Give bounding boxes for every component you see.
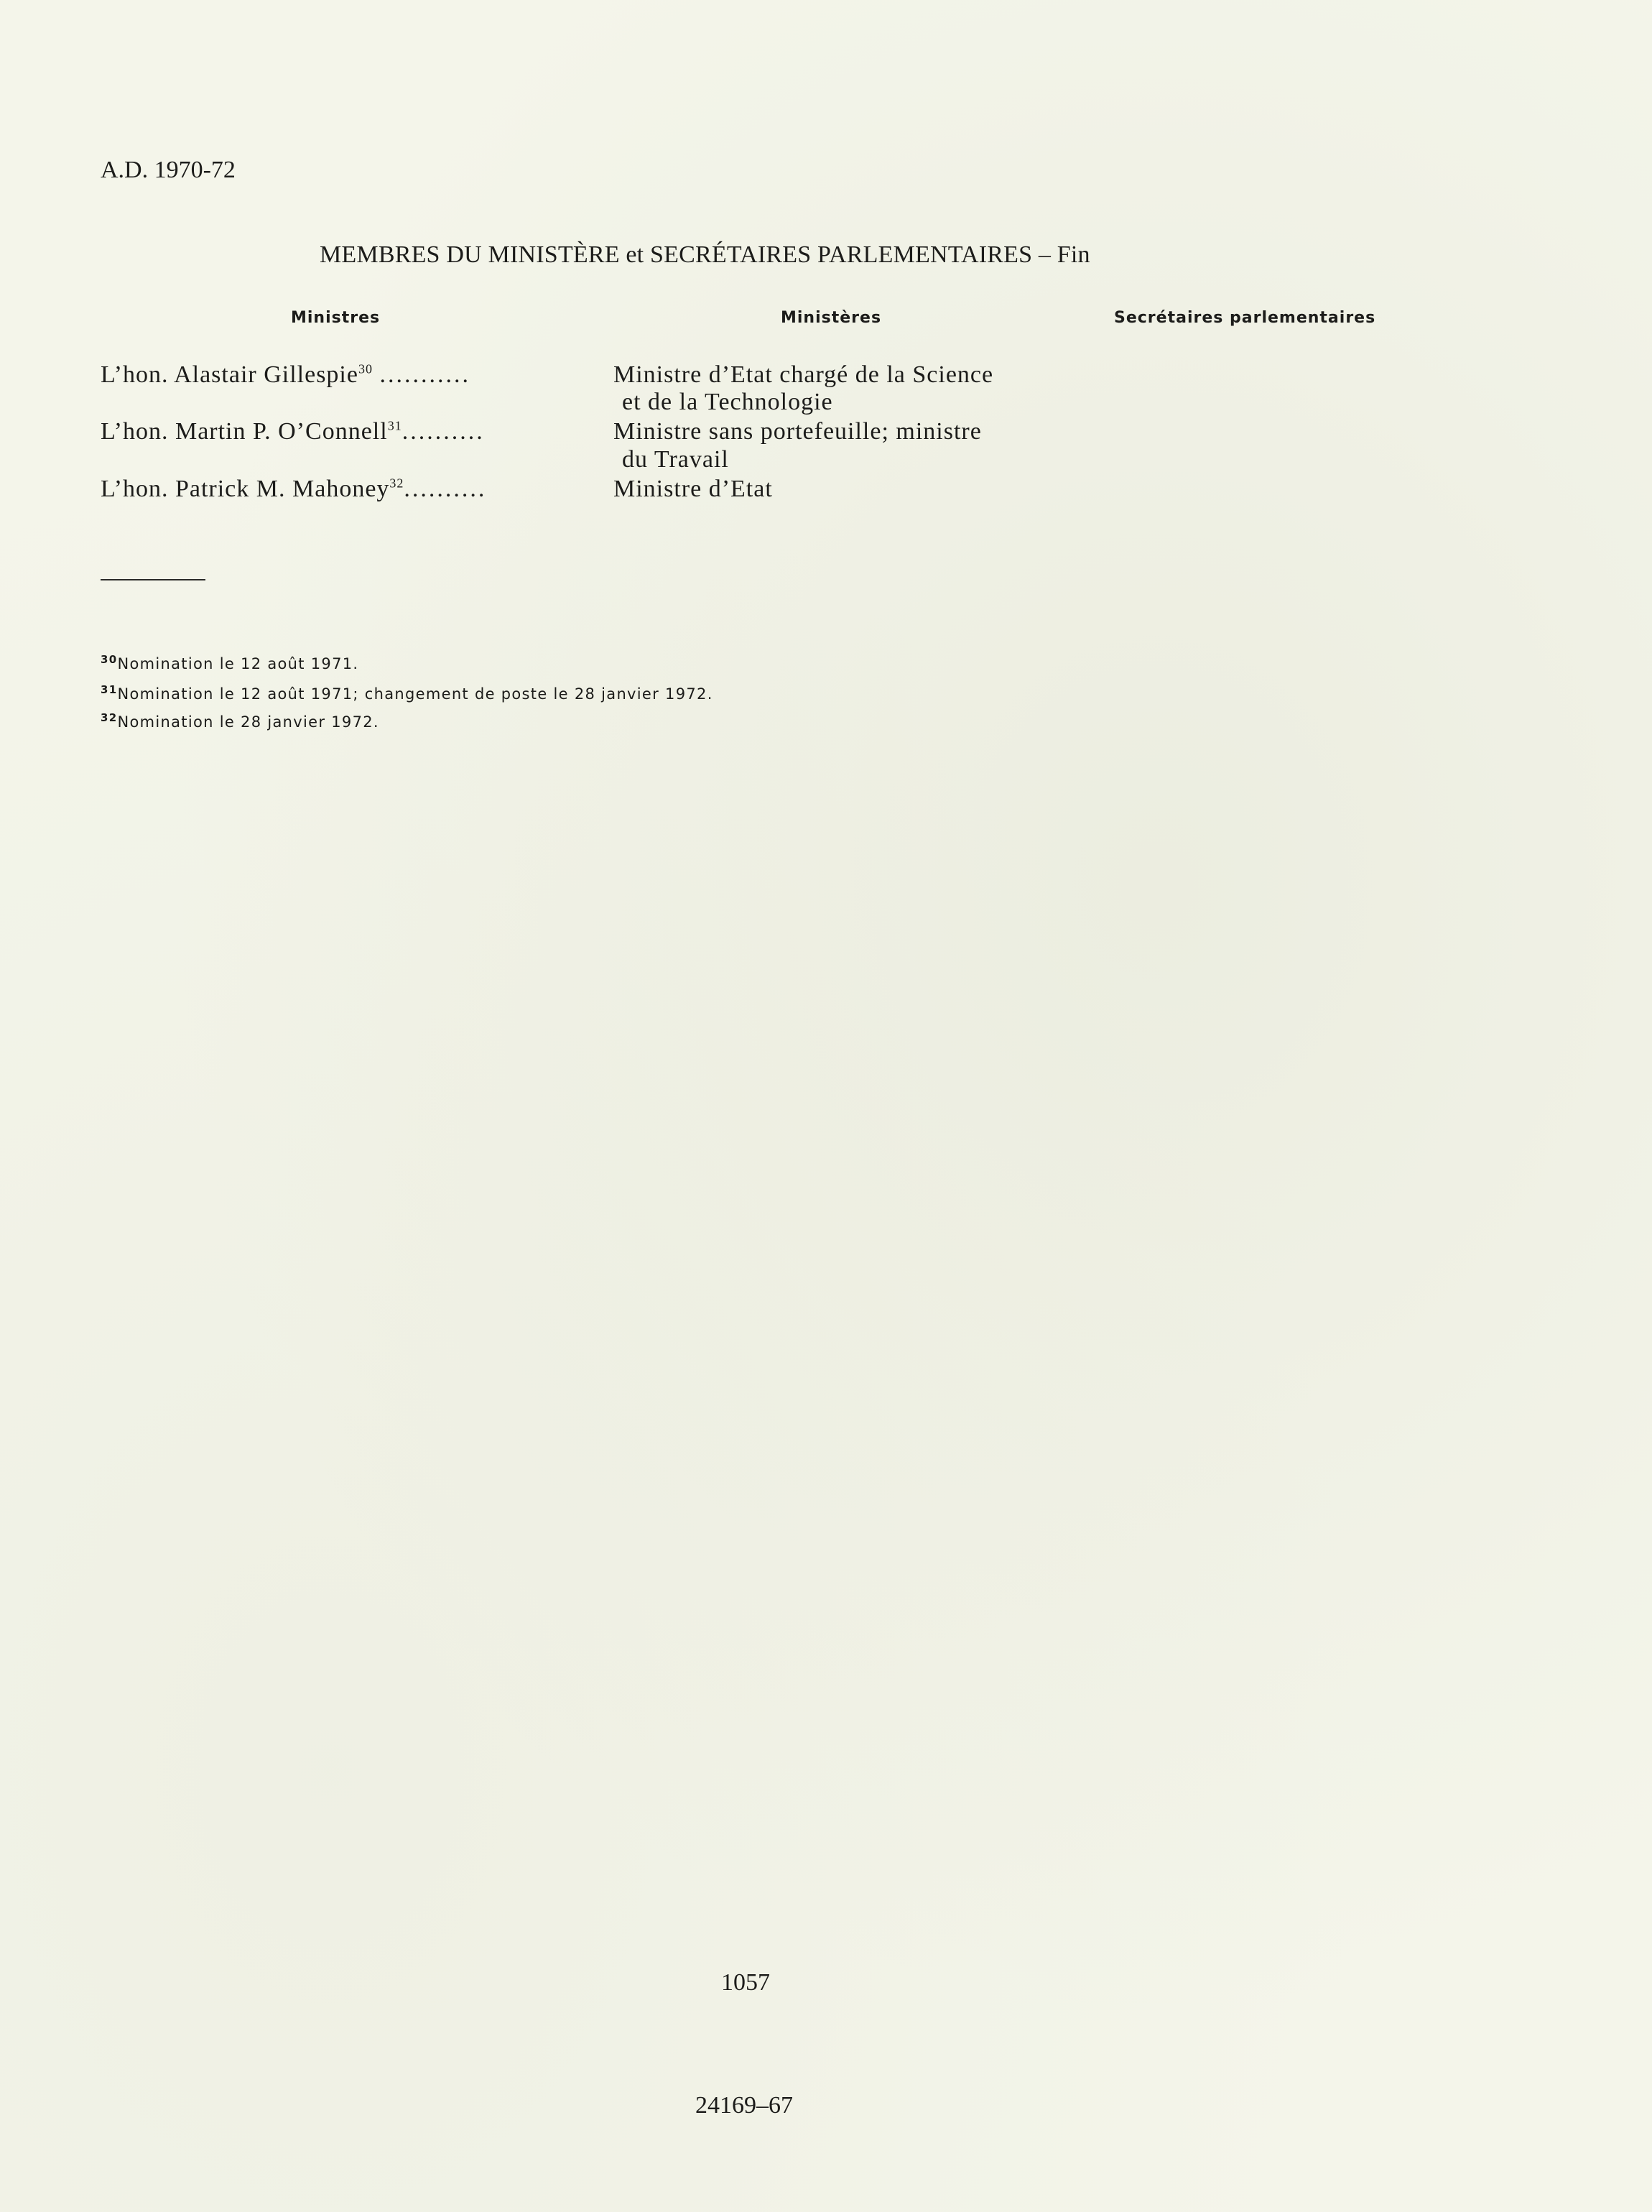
footnote-ref: 32 [389, 476, 404, 491]
minister-entry [101, 418, 485, 445]
dot-leader: .......... [402, 418, 485, 445]
year-range: A.D. 1970-72 [101, 157, 236, 183]
minister-name: L’hon. Alastair Gillespie [101, 361, 358, 388]
dot-leader: ........... [379, 361, 470, 388]
footnote-text: Nomination le 12 août 1971; changement de poste le 28 janvier 1972. [117, 685, 713, 703]
footnote-separator [101, 579, 205, 580]
footnote-number: 31 [101, 683, 118, 696]
ministry-line: Ministre d’Etat [613, 476, 773, 502]
footnote [101, 685, 713, 703]
footnote-number: 32 [101, 711, 118, 724]
footnote [101, 713, 379, 731]
footnote [101, 655, 358, 672]
footnote-ref: 30 [358, 361, 373, 376]
footnote-text: Nomination le 28 janvier 1972. [117, 713, 379, 731]
minister-name: L’hon. Patrick M. Mahoney [101, 476, 390, 502]
footnote-number: 30 [101, 653, 118, 666]
footnote-ref: 31 [387, 418, 402, 433]
ministry-line: du Travail [622, 446, 729, 473]
column-header-ministers: Ministres [291, 309, 381, 327]
column-header-ministries: Ministères [781, 309, 882, 327]
minister-entry [101, 361, 470, 389]
minister-entry [101, 476, 486, 503]
page-title: MEMBRES DU MINISTÈRE et SECRÉTAIRES PARLEMENTAIRES – Fin [320, 241, 1090, 268]
dot-leader: .......... [404, 476, 487, 502]
print-code: 24169–67 [695, 2092, 793, 2119]
ministry-line: Ministre sans portefeuille; ministre [613, 418, 982, 445]
column-header-secretaries: Secrétaires parlementaires [1114, 309, 1376, 327]
ministry-line: et de la Technologie [622, 389, 833, 415]
page-number: 1057 [721, 1969, 770, 1996]
footnote-text: Nomination le 12 août 1971. [117, 655, 359, 672]
minister-name: L’hon. Martin P. O’Connell [101, 418, 388, 445]
ministry-line: Ministre d’Etat chargé de la Science [613, 361, 994, 388]
